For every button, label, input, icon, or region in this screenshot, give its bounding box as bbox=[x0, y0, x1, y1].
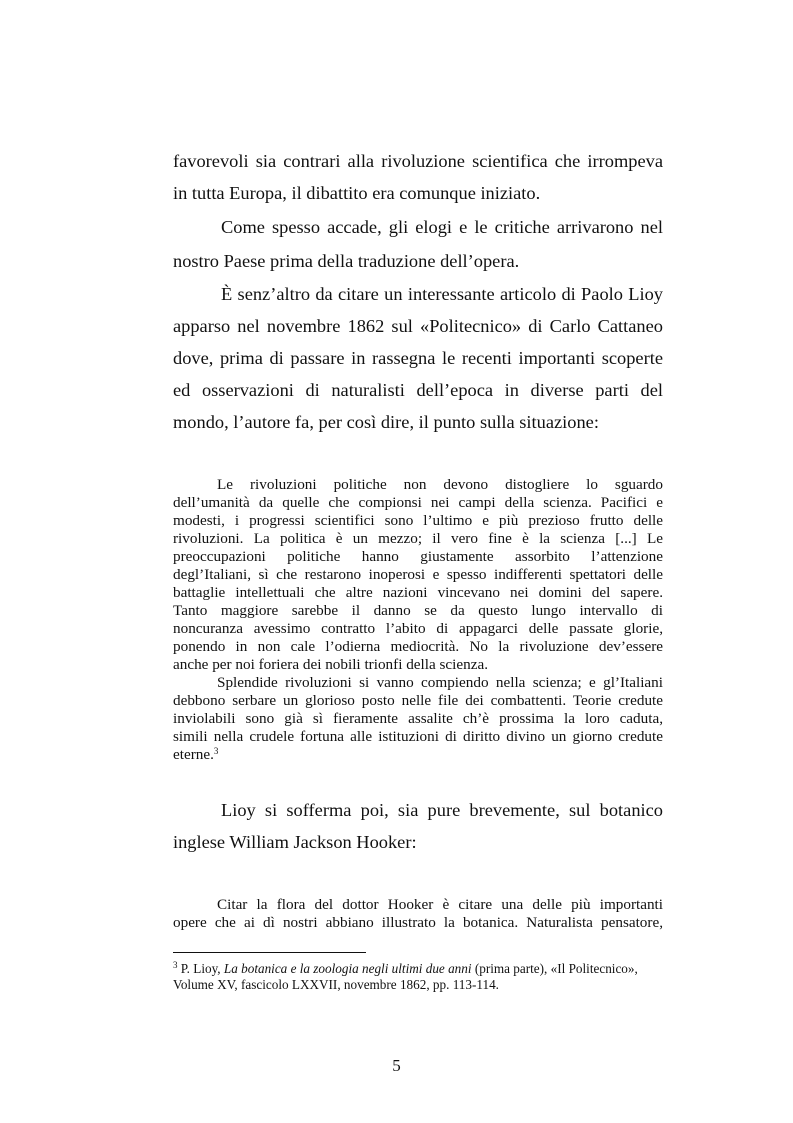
body-line-1: favorevoli sia contrari alla rivoluzione scientifica che irrompeva bbox=[173, 151, 663, 171]
body-line-5: È senz’altro da citare un interessante articolo di Paolo Lioy bbox=[221, 284, 663, 304]
body-line-9: mondo, l’autore fa, per così dire, il punto sulla situazione: bbox=[173, 412, 599, 432]
quote2-line-2: opere che ai dì nostri abbiano illustrato la botanica. Naturalista pensatore, bbox=[173, 914, 663, 931]
quote-line-1: Le rivoluzioni politiche non devono distogliere lo sguardo bbox=[217, 476, 663, 493]
footnote-mark: 3 bbox=[173, 960, 178, 970]
footnote-separator bbox=[173, 952, 366, 953]
quote-line-13: debbono serbare un glorioso posto nelle file dei combattenti. Teorie credute bbox=[173, 692, 663, 709]
quote-last-text: eterne. bbox=[173, 746, 214, 763]
body-line-7: dove, prima di passare in rassegna le recenti importanti scoperte bbox=[173, 348, 663, 368]
footnote-reference-mark[interactable]: 3 bbox=[213, 746, 219, 756]
quote-line-6: degl’Italiani, sì che restarono inoperosi e spesso indifferenti spettatori delle bbox=[173, 566, 663, 583]
footnote-line-2: Volume XV, fascicolo LXXVII, novembre 1862, pp. 113-114. bbox=[173, 977, 499, 992]
quote-line-16 bbox=[173, 746, 663, 765]
quote-line-11: anche per noi foriera dei nobili trionfi della scienza. bbox=[173, 656, 489, 673]
footnote-line-1 bbox=[173, 961, 663, 978]
body-line-3: Come spesso accade, gli elogi e le critiche arrivarono nel bbox=[221, 217, 663, 237]
quote-line-9: noncuranza avessimo contratto l’abito di appagarci delle passate glorie, bbox=[173, 620, 663, 637]
footnote-author: P. Lioy, bbox=[180, 961, 224, 976]
quote-line-15: simili nella crudele fortuna alle istituzioni di diritto divino un giorno credute bbox=[173, 728, 663, 745]
footnote-title: La botanica e la zoologia negli ultimi due anni bbox=[223, 961, 472, 976]
quote-line-14: inviolabili sono già sì fieramente assalite ch’è prossima la loro caduta, bbox=[173, 710, 663, 727]
quote-line-7: battaglie intellettuali che altre nazioni vincevano nei domini del sapere. bbox=[173, 584, 663, 601]
quote-line-2: dell’umanità da quelle che compionsi nei campi della scienza. Pacifici e bbox=[173, 494, 663, 511]
quote-line-8: Tanto maggiore sarebbe il danno se da questo lungo intervallo di bbox=[173, 602, 663, 619]
quote-line-3: modesti, i progressi scientifici sono l’ultimo e più prezioso frutto delle bbox=[173, 512, 663, 529]
quote-line-5: preoccupazioni politiche hanno giustamente assorbito l’attenzione bbox=[173, 548, 663, 565]
page-number: 5 bbox=[392, 1056, 401, 1075]
body-line-2: in tutta Europa, il dibattito era comunque iniziato. bbox=[173, 183, 541, 203]
quote-line-12: Splendide rivoluzioni si vanno compiendo nella scienza; e gl’Italiani bbox=[217, 674, 663, 691]
body-line-8: ed osservazioni di naturalisti dell’epoca in diverse parti del bbox=[173, 380, 663, 400]
body-line-6: apparso nel novembre 1862 sul «Politecnico» di Carlo Cattaneo bbox=[173, 316, 663, 336]
body-line-4: nostro Paese prima della traduzione dell’opera. bbox=[173, 251, 520, 271]
body-mid-line-2: inglese William Jackson Hooker: bbox=[173, 832, 417, 852]
quote-line-10: ponendo in non cale l’odierna mediocrità. No la rivoluzione dev’essere bbox=[173, 638, 663, 655]
footnote-source: (prima parte), «Il Politecnico», bbox=[471, 961, 638, 976]
quote2-line-1: Citar la flora del dottor Hooker è citare una delle più importanti bbox=[217, 896, 663, 913]
quote-line-4: rivoluzioni. La politica è un mezzo; il vero fine è la scienza [...] Le bbox=[173, 530, 663, 547]
body-mid-line-1: Lioy si sofferma poi, sia pure brevemente, sul botanico bbox=[221, 800, 663, 820]
